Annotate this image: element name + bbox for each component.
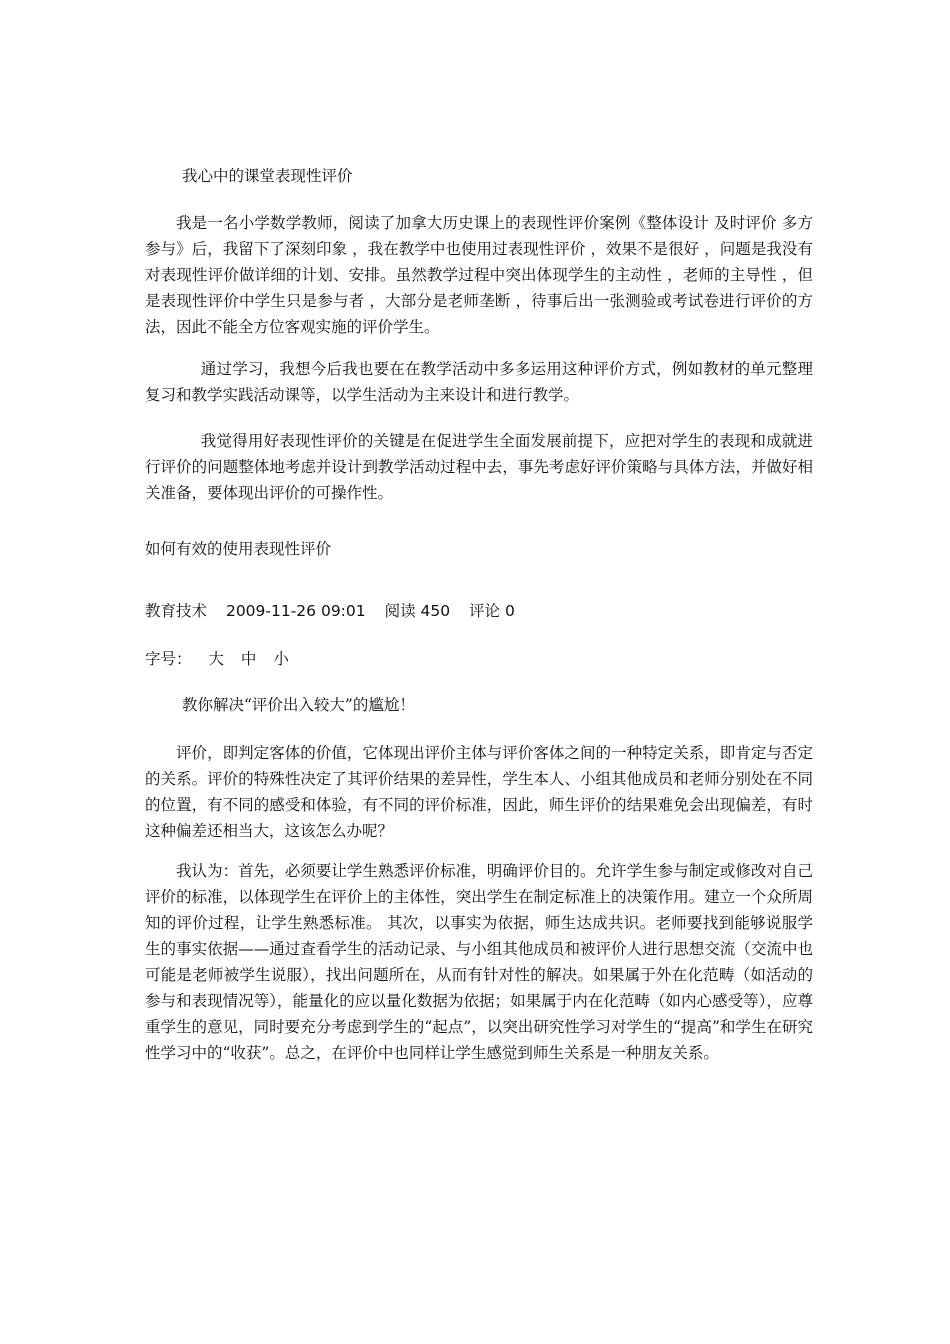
post-hook-line: 教你解决“评价出入较大”的尴尬！ [182, 696, 415, 714]
article-title: 我心中的课堂表现性评价 [182, 167, 353, 185]
font-size-label: 字号： [145, 650, 192, 668]
post-category[interactable]: 教育技术 [145, 602, 208, 620]
article-paragraph: 我觉得用好表现性评价的关键是在促进学生全面发展前提下，应把对学生的表现和成就进行评价的问题整体地考虑并设计到教学活动过程中去，事先考虑好评价策略与具体方法，并做好相关准备，要体现出评价的可操作性。 [145, 432, 813, 502]
post-read-count: 阅读 450 [384, 602, 451, 620]
post-comment-count[interactable]: 评论 0 [469, 602, 515, 620]
font-size-selector [145, 646, 813, 672]
article-paragraph: 我是一名小学数学教师，阅读了加拿大历史课上的表现性评价案例《整体设计 及时评价 多方参与》后，我留下了深刻印象 ，我在教学中也使用过表现性评价 ，效果不是很好 ，问题是我没有对表现性评价做详细的计划、安排。虽然教学过程中突出体现学生的主动性 ，老师的主导性 ，但是表现性评价中学生只是参与者 ，大部分是老师垄断 ，待事后出一张测验或考试卷进行评价的方法，因此不能全方位客观实施的评价学生。 [145, 214, 813, 336]
post-paragraph: 评价，即判定客体的价值，它体现出评价主体与评价客体之间的一种特定关系，即肯定与否定的关系。评价的特殊性决定了其评价结果的差异性，学生本人、小组其他成员和老师分别处在不同的位置，有不同的感受和体验，有不同的评价标准，因此，师生评价的结果难免会出现偏差，有时这种偏差还相当大，这该怎么办呢？ [145, 744, 813, 840]
font-size-medium-link[interactable]: 中 [240, 650, 257, 668]
post-meta [145, 598, 813, 624]
blog-post-title: 如何有效的使用表现性评价 [145, 540, 332, 558]
font-size-large-link[interactable]: 大 [208, 650, 224, 668]
article-paragraph: 通过学习，我想今后我也要在在教学活动中多多运用这种评价方式，例如教材的单元整理复习和教学实践活动课等，以学生活动为主来设计和进行教学。 [145, 360, 813, 404]
font-size-small-link[interactable]: 小 [273, 650, 289, 668]
post-paragraph: 我认为：首先，必须要让学生熟悉评价标准，明确评价目的。允许学生参与制定或修改对自己评价的标准，以体现学生在评价上的主体性，突出学生在制定标准上的决策作用。建立一个众所周知的评价过程，让学生熟悉标准。 其次，以事实为依据，师生达成共识。老师要找到能够说服学生的事实依据——通过查看学生的活动记录、与小组其他成员和被评价人进行思想交流（交流中也可能是老师被学生说服），找出问题所在，从而有针对性的解决。如果属于外在化范畴（如活动的参与和表现情况等），能量化的应以量化数据为依据；如果属于内在化范畴（如内心感受等），应尊重学生的意见，同时要充分考虑到学生的“起点”，以突出研究性学习对学生的“提高”和学生在研究性学习中的“收获”。总之，在评价中也同样让学生感觉到师生关系是一种朋友关系。 [145, 862, 813, 1062]
post-datetime: 2009-11-26 09:01 [225, 602, 366, 620]
